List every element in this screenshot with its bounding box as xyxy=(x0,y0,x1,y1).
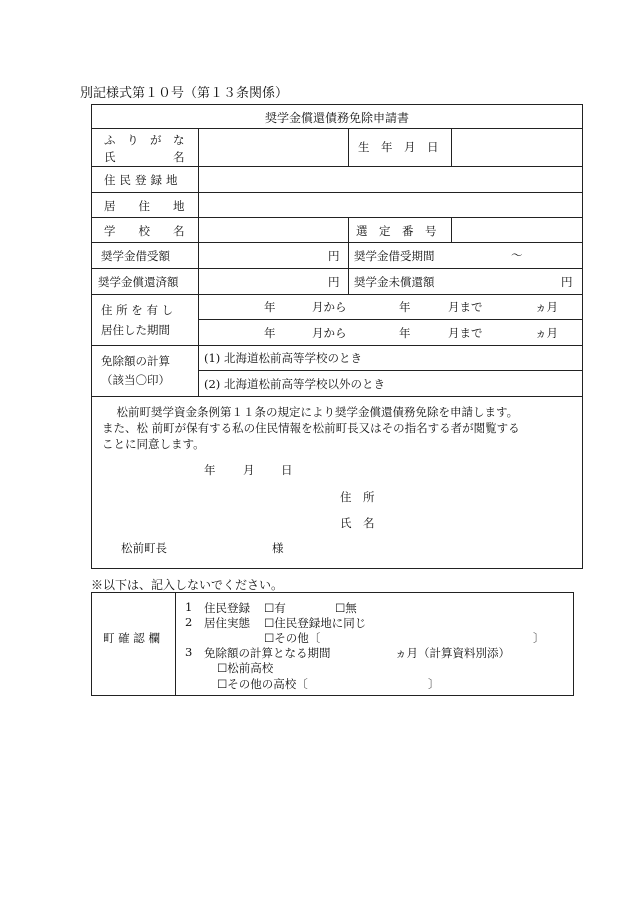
repaid-amount-label: 奨学金償還済額 xyxy=(98,275,179,289)
exemption-label-line1: 免除額の計算 xyxy=(101,354,170,368)
registered-address-input[interactable] xyxy=(200,168,580,190)
period1-from-month: 月から xyxy=(312,300,347,314)
applicant-name-label: 氏 名 xyxy=(340,516,375,530)
office-item1-number: 1 xyxy=(185,600,193,614)
period2-from-month: 月から xyxy=(312,326,347,340)
furigana-label: ふ り が な xyxy=(104,133,185,147)
date-year: 年 xyxy=(204,463,216,477)
name-label: 氏 名 xyxy=(104,150,185,164)
birthdate-label: 生 年 月 日 xyxy=(358,140,439,154)
loan-period-label: 奨学金借受期間 xyxy=(354,249,435,263)
period2-to-year: 年 xyxy=(399,326,411,340)
period2-months: ヵ月 xyxy=(535,326,558,340)
office-label: 町 確 認 欄 xyxy=(103,631,160,645)
other-school-bracket-close: 〕 xyxy=(428,677,440,691)
declaration-line1: 松前町奨学資金条例第１１条の規定により奨学金償還債務免除を申請します。 xyxy=(105,405,519,419)
resident-registration-no-checkbox[interactable]: ☐無 xyxy=(335,601,357,615)
exemption-option-2[interactable]: (2) 北海道松前高等学校以外のとき xyxy=(204,377,385,391)
period-label-line2: 居住した期間 xyxy=(101,323,170,337)
name-input[interactable] xyxy=(200,130,346,164)
office-item2-label: 居住実態 xyxy=(204,616,250,630)
period2-from-year: 年 xyxy=(264,326,276,340)
exemption-label-line2: （該当〇印） xyxy=(101,373,170,387)
residence-input[interactable] xyxy=(200,194,580,216)
matsumae-high-school-checkbox[interactable]: ☐松前高校 xyxy=(217,661,274,675)
same-as-registered-checkbox[interactable]: ☐住民登録地に同じ xyxy=(264,616,367,630)
declaration-line3: ことに同意します。 xyxy=(102,437,205,451)
period-label-line1: 住 所 を 有 し xyxy=(101,303,174,317)
period2-to-month: 月まで xyxy=(448,326,483,340)
office-item3-number: 3 xyxy=(185,645,193,659)
loan-amount-yen: 円 xyxy=(328,249,340,263)
repaid-amount-yen: 円 xyxy=(328,275,340,289)
school-input[interactable] xyxy=(200,219,346,241)
loan-amount-label: 奨学金借受額 xyxy=(101,249,170,263)
office-item3-months: ヵ月（計算資料別添） xyxy=(395,646,510,660)
selection-number-label: 選 定 番 号 xyxy=(356,224,437,238)
exemption-option-1[interactable]: (1) 北海道松前高等学校のとき xyxy=(204,351,362,365)
date-day: 日 xyxy=(281,463,293,477)
period1-from-year: 年 xyxy=(264,300,276,314)
school-label: 学 校 名 xyxy=(104,224,185,238)
residence-label: 居 住 地 xyxy=(104,199,185,213)
registered-address-label: 住民登録地 xyxy=(104,173,182,187)
residence-other-bracket-close: 〕 xyxy=(533,631,545,645)
birthdate-input[interactable] xyxy=(453,130,581,164)
period1-months: ヵ月 xyxy=(535,300,558,314)
applicant-address-label: 住 所 xyxy=(340,490,375,504)
resident-registration-yes-checkbox[interactable]: ☐有 xyxy=(264,601,286,615)
unpaid-amount-yen: 円 xyxy=(561,275,573,289)
residence-other-checkbox[interactable]: ☐その他〔 xyxy=(264,631,321,645)
period1-to-year: 年 xyxy=(399,300,411,314)
form-title: 奨学金償還債務免除申請書 xyxy=(264,111,409,125)
office-item2-number: 2 xyxy=(185,615,193,629)
office-item3-label: 免除額の計算となる期間 xyxy=(204,646,331,660)
unpaid-amount-label: 奨学金未償還額 xyxy=(354,275,435,289)
other-high-school-checkbox[interactable]: ☐その他の高校〔 xyxy=(217,677,308,691)
note-text: ※以下は、記入しないでください。 xyxy=(91,578,284,592)
mayor-label: 松前町長 xyxy=(121,541,167,555)
loan-period-tilde: ～ xyxy=(511,248,523,262)
honorific: 様 xyxy=(272,541,284,555)
period1-to-month: 月まで xyxy=(448,300,483,314)
office-border xyxy=(91,592,574,696)
date-month: 月 xyxy=(243,463,255,477)
declaration-line2: また、松 前町が保有する私の住民情報を松前町長又はその指名する者が閲覧する xyxy=(102,421,520,435)
form-label: 別記様式第１０号（第１３条関係） xyxy=(80,86,289,101)
selection-number-input[interactable] xyxy=(453,219,581,241)
office-item1-label: 住民登録 xyxy=(204,601,250,615)
